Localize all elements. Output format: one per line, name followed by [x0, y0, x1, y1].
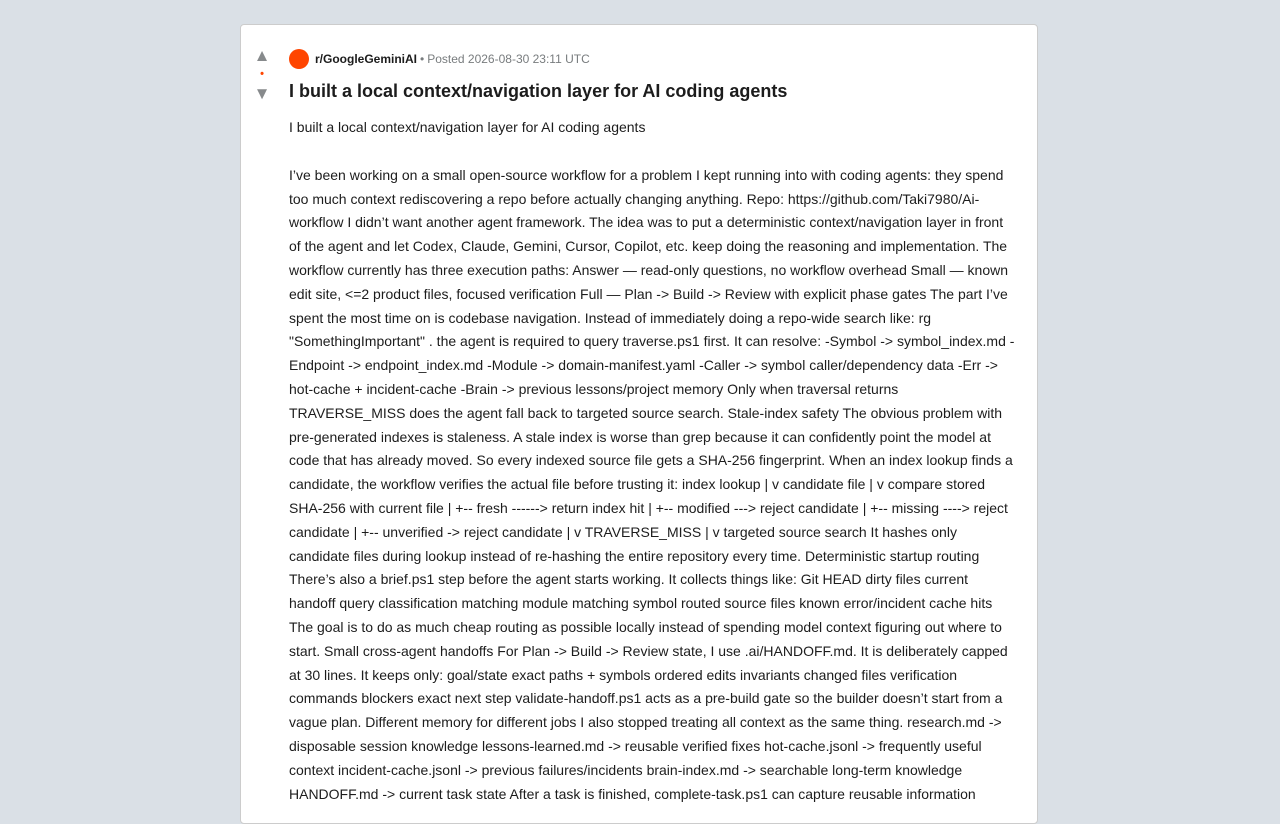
- post-title[interactable]: I built a local context/navigation layer for AI coding agents: [289, 81, 788, 101]
- post-content: [289, 49, 1017, 806]
- vote-column: [249, 47, 275, 103]
- post-body-text: I’ve been working on a small open-source workflow for a problem I kept running into with coding agents: they spend too much context rediscovering a repo before actually changing anything. Repo: https://github.com/Taki7980/Ai-workflow I didn’t want another agent framework. The idea was to put a deterministic context/navigation layer in front of the agent and let Codex, Claude, Gemini, Cursor, Copilot, etc. keep doing the reasoning and implementation. The workflow currently has three execution paths: Answer — read-only questions, no workflow overhead Small — known edit site, <=2 product files, focused verification Full — Plan -> Build -> Review with explicit phase gates The part I’ve spent the most time on is codebase navigation. Instead of immediately doing a repo-wide search like: rg "SomethingImportant" . the agent is required to query traverse.ps1 first. It can resolve: -Symbol -> symbol_index.md -Endpoint -> endpoint_index.md -Module -> domain-manifest.yaml -Caller -> symbol caller/dependency data -Err -> hot-cache + incident-cache -Brain -> previous lessons/project memory Only when traversal returns TRAVERSE_MISS does the agent fall back to targeted source search. Stale-index safety The obvious problem with pre-generated indexes is staleness. A stale index is worse than grep because it can confidently point the model at code that has already moved. So every indexed source file gets a SHA-256 fingerprint. When an index lookup finds a candidate, the workflow verifies the actual file before trusting it: index lookup | v candidate file | v compare stored SHA-256 with current file | +-- fresh ------> return index hit | +-- modified ---> reject candidate | +-- missing ----> reject candidate | +-- unverified -> reject candidate | v TRAVERSE_MISS | v targeted source search It hashes only candidate files during lookup instead of re-hashing the entire repository every time. Deterministic startup routing There’s also a brief.ps1 step before the agent starts working. It collects things like: Git HEAD dirty files current handoff query classification matching module matching symbol routed source files known error/incident cache hits The goal is to do as much cheap routing as possible locally instead of spending model context figuring out where to start. Small cross-agent handoffs For Plan -> Build -> Review state, I use .ai/HANDOFF.md. It is deliberately capped at 30 lines. It keeps only: goal/state exact paths + symbols ordered edits invariants changed files verification commands blockers exact next step validate-handoff.ps1 acts as a pre-build gate so the builder doesn’t start from a vague plan. Different memory for different jobs I also stopped treating all context as the same thing. research.md -> disposable session knowledge lessons-learned.md -> reusable verified fixes hot-cache.jsonl -> frequently useful context incident-cache.jsonl -> previous failures/incidents brain-index.md -> searchable long-term knowledge HANDOFF.md -> current task state After a task is finished, complete-task.ps1 can capture reusable information: [289, 166, 1015, 802]
- post-body-intro: I built a local context/navigation layer for AI coding agents: [289, 119, 646, 135]
- subreddit-avatar-icon[interactable]: [289, 49, 309, 69]
- subreddit-link[interactable]: r/GoogleGeminiAI: [315, 52, 418, 66]
- meta-separator: •: [420, 52, 425, 66]
- post-card: [240, 24, 1038, 824]
- post-timestamp: Posted 2026-08-30 23:11 UTC: [427, 52, 590, 66]
- post-meta: [289, 49, 1017, 69]
- upvote-icon[interactable]: ▲: [253, 46, 271, 65]
- downvote-icon[interactable]: ▼: [253, 84, 271, 103]
- vote-score: •: [260, 68, 264, 80]
